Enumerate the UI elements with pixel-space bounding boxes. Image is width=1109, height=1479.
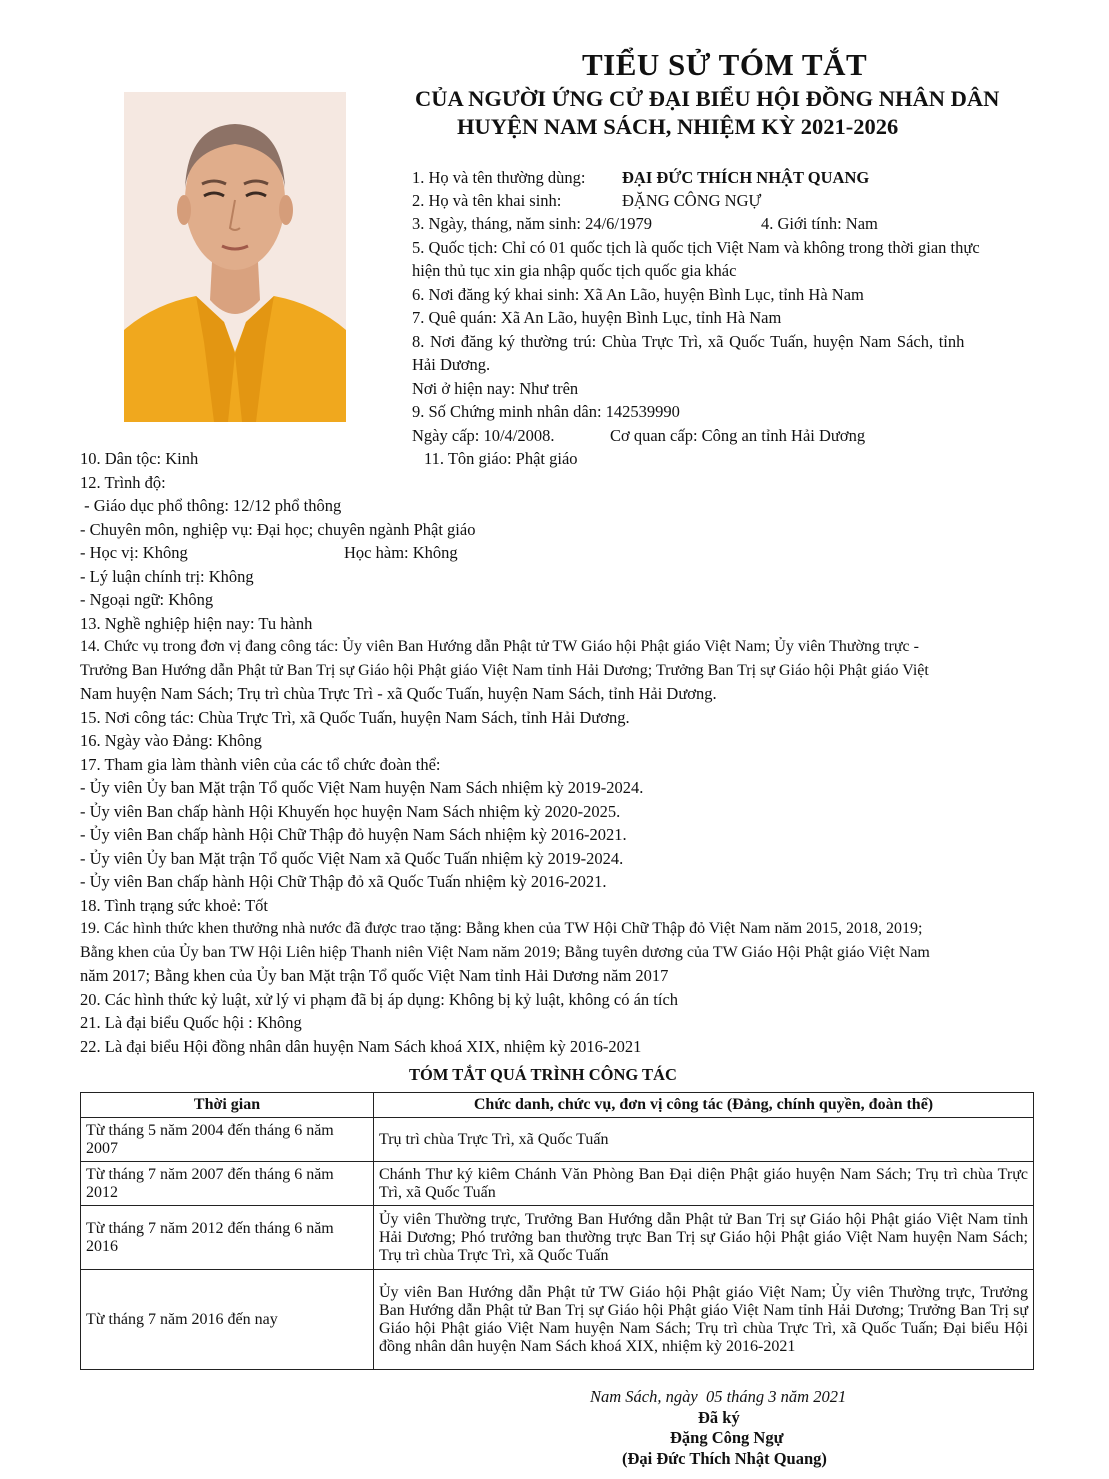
field-gender: 4. Giới tính: Nam <box>761 214 878 233</box>
signer-dharma-name: (Đại Đức Thích Nhật Quang) <box>622 1449 827 1468</box>
field-specialization: - Chuyên môn, nghiệp vụ: Đại học; chuyên ngành Phật giáo <box>80 520 476 539</box>
field-id-issuer: Cơ quan cấp: Công an tỉnh Hải Dương <box>610 426 866 445</box>
table-row <box>81 1270 1034 1370</box>
field-foreign-language: - Ngoại ngữ: Không <box>80 590 214 609</box>
table-cell-time: Từ tháng 7 năm 2016 đến nay <box>81 1270 374 1370</box>
column-header-position: Chức danh, chức vụ, đơn vị công tác (Đảng, chính quyền, đoàn thể) <box>374 1093 1034 1118</box>
field-organization-item: - Ủy viên Ban chấp hành Hội Chữ Thập đỏ xã Quốc Tuấn nhiệm kỳ 2016-2021. <box>80 872 607 891</box>
field-organizations-heading: 17. Tham gia làm thành viên của các tổ chức đoàn thể: <box>80 755 441 774</box>
field-birth-date: 3. Ngày, tháng, năm sinh: 24/6/1979 <box>412 214 652 233</box>
field-birth-name-value: ĐẶNG CÔNG NGỰ <box>622 191 762 210</box>
field-birth-name-label: 2. Họ và tên khai sinh: <box>412 191 562 210</box>
field-id-issue-date: Ngày cấp: 10/4/2008. <box>412 426 555 445</box>
field-education-heading: 12. Trình độ: <box>80 473 166 492</box>
document-subtitle-1: CỦA NGƯỜI ỨNG CỬ ĐẠI BIỂU HỘI ĐỒNG NHÂN DÂN <box>415 86 1000 111</box>
field-position-line-1: 14. Chức vụ trong đơn vị đang công tác: Ủy viên Ban Hướng dẫn Phật tử TW Giáo hội Phật giáo Việt Nam; Ủy viên Thường trực - <box>80 638 919 655</box>
table-row <box>81 1206 1034 1270</box>
table-cell-time: Từ tháng 7 năm 2012 đến tháng 6 năm 2016 <box>81 1206 374 1270</box>
field-general-education: - Giáo dục phổ thông: 12/12 phổ thông <box>80 496 342 515</box>
column-header-time: Thời gian <box>81 1093 374 1118</box>
field-party-date: 16. Ngày vào Đảng: Không <box>80 731 262 750</box>
document-subtitle-2: HUYỆN NAM SÁCH, NHIỆM KỲ 2021-2026 <box>457 114 899 139</box>
document-title: TIỂU SỬ TÓM TẮT <box>582 47 868 82</box>
field-national-assembly: 21. Là đại biểu Quốc hội : Không <box>80 1013 302 1032</box>
work-history-heading: TÓM TẮT QUÁ TRÌNH CÔNG TÁC <box>409 1065 677 1084</box>
table-cell-position: Trụ trì chùa Trực Trì, xã Quốc Tuấn <box>374 1118 1034 1162</box>
field-common-name-value: ĐẠI ĐỨC THÍCH NHẬT QUANG <box>622 168 870 187</box>
field-nationality-cont: hiện thủ tục xin gia nhập quốc tịch quốc gia khác <box>412 261 737 280</box>
field-ethnicity: 10. Dân tộc: Kinh <box>80 449 199 468</box>
signature-status: Đã ký <box>698 1408 740 1427</box>
table-cell-time: Từ tháng 7 năm 2007 đến tháng 6 năm 2012 <box>81 1162 374 1206</box>
field-academic-title: Học hàm: Không <box>344 543 458 562</box>
table-row <box>81 1162 1034 1206</box>
field-health: 18. Tình trạng sức khoẻ: Tốt <box>80 896 268 915</box>
table-cell-position: Ủy viên Thường trực, Trưởng Ban Hướng dẫn Phật tử Ban Trị sự Giáo hội Phật giáo Việt Nam tỉnh Hải Dương; Phó trưởng ban thường trực Ban Trị sự Giáo hội Phật giáo Việt Nam huyện Nam Sách; Trụ trì chùa Trực Trì, xã Quốc Tuấn <box>374 1206 1034 1270</box>
field-awards-line-3: năm 2017; Bằng khen của Ủy ban Mặt trận Tổ quốc Việt Nam tỉnh Hải Dương năm 2017 <box>80 966 669 985</box>
field-hometown: 7. Quê quán: Xã An Lão, huyện Bình Lục, tỉnh Hà Nam <box>412 308 782 327</box>
field-organization-item: - Ủy viên Ban chấp hành Hội Khuyến học huyện Nam Sách nhiệm kỳ 2020-2025. <box>80 802 621 821</box>
field-organization-item: - Ủy viên Ban chấp hành Hội Chữ Thập đỏ huyện Nam Sách nhiệm kỳ 2016-2021. <box>80 825 627 844</box>
field-religion: 11. Tôn giáo: Phật giáo <box>424 449 578 468</box>
portrait-photo <box>124 92 346 422</box>
field-id-number: 9. Số Chứng minh nhân dân: 142539990 <box>412 402 680 421</box>
field-awards-line-1: 19. Các hình thức khen thưởng nhà nước đã được trao tặng: Bằng khen của TW Hội Chữ Thập đỏ Việt Nam năm 2015, 2018, 2019; <box>80 920 923 937</box>
field-discipline: 20. Các hình thức kỷ luật, xử lý vi phạm đã bị áp dụng: Không bị kỷ luật, không có án tích <box>80 990 679 1009</box>
field-position-line-3: Nam huyện Nam Sách; Trụ trì chùa Trực Trì - xã Quốc Tuấn, huyện Nam Sách, tỉnh Hải Dương. <box>80 684 717 703</box>
field-workplace: 15. Nơi công tác: Chùa Trực Trì, xã Quốc Tuấn, huyện Nam Sách, tỉnh Hải Dương. <box>80 708 630 727</box>
field-organization-item: - Ủy viên Ủy ban Mặt trận Tổ quốc Việt Nam huyện Nam Sách nhiệm kỳ 2019-2024. <box>80 778 644 797</box>
table-cell-time: Từ tháng 5 năm 2004 đến tháng 6 năm 2007 <box>81 1118 374 1162</box>
field-degree: - Học vị: Không <box>80 543 188 562</box>
field-organization-item: - Ủy viên Ủy ban Mặt trận Tổ quốc Việt Nam xã Quốc Tuấn nhiệm kỳ 2019-2024. <box>80 849 624 868</box>
table-header-row <box>81 1093 1034 1118</box>
signer-name: Đặng Công Ngự <box>670 1428 784 1447</box>
table-cell-position: Ủy viên Ban Hướng dẫn Phật tử TW Giáo hội Phật giáo Việt Nam; Ủy viên Thường trực, Trưởng Ban Hướng dẫn Phật tử Ban Trị sự Giáo hội Phật giáo Việt Nam tỉnh Hải Dương; Trưởng Ban Trị sự Giáo hội Phật giáo Việt Nam huyện Nam Sách; Trụ trì chùa Trực Trì, xã Quốc Tuấn; Đại biểu Hội đồng nhân dân huyện Nam Sách khoá XIX, nhiệm kỳ 2016-2021 <box>374 1270 1034 1370</box>
field-residence-cont: Hải Dương. <box>412 355 491 374</box>
field-common-name-label: 1. Họ và tên thường dùng: <box>412 168 586 187</box>
table-row <box>81 1118 1034 1162</box>
work-history-table <box>80 1092 1034 1370</box>
field-occupation: 13. Nghề nghiệp hiện nay: Tu hành <box>80 614 313 633</box>
field-political-theory: - Lý luận chính trị: Không <box>80 567 254 586</box>
field-council-member: 22. Là đại biểu Hội đồng nhân dân huyện Nam Sách khoá XIX, nhiệm kỳ 2016-2021 <box>80 1037 642 1056</box>
signature-place-date: Nam Sách, ngày 05 tháng 3 năm 2021 <box>590 1387 847 1406</box>
field-birth-registration: 6. Nơi đăng ký khai sinh: Xã An Lão, huyện Bình Lục, tỉnh Hà Nam <box>412 285 864 304</box>
field-current-address: Nơi ở hiện nay: Như trên <box>412 379 579 398</box>
field-residence: 8. Nơi đăng ký thường trú: Chùa Trực Trì, xã Quốc Tuấn, huyện Nam Sách, tỉnh <box>412 332 965 351</box>
field-position-line-2: Trưởng Ban Hướng dẫn Phật tử Ban Trị sự Giáo hội Phật giáo Việt Nam tỉnh Hải Dương; Trưởng Ban Trị sự Giáo hội Phật giáo Việt <box>80 662 929 679</box>
table-cell-position: Chánh Thư ký kiêm Chánh Văn Phòng Ban Đại diện Phật giáo huyện Nam Sách; Trụ trì chùa Trực Trì, xã Quốc Tuấn <box>374 1162 1034 1206</box>
field-nationality: 5. Quốc tịch: Chỉ có 01 quốc tịch là quốc tịch Việt Nam và không trong thời gian thực <box>412 238 980 257</box>
field-awards-line-2: Bằng khen của Ủy ban TW Hội Liên hiệp Thanh niên Việt Nam năm 2019; Bằng tuyên dương của TW Giáo Hội Phật giáo Việt Nam <box>80 944 930 961</box>
